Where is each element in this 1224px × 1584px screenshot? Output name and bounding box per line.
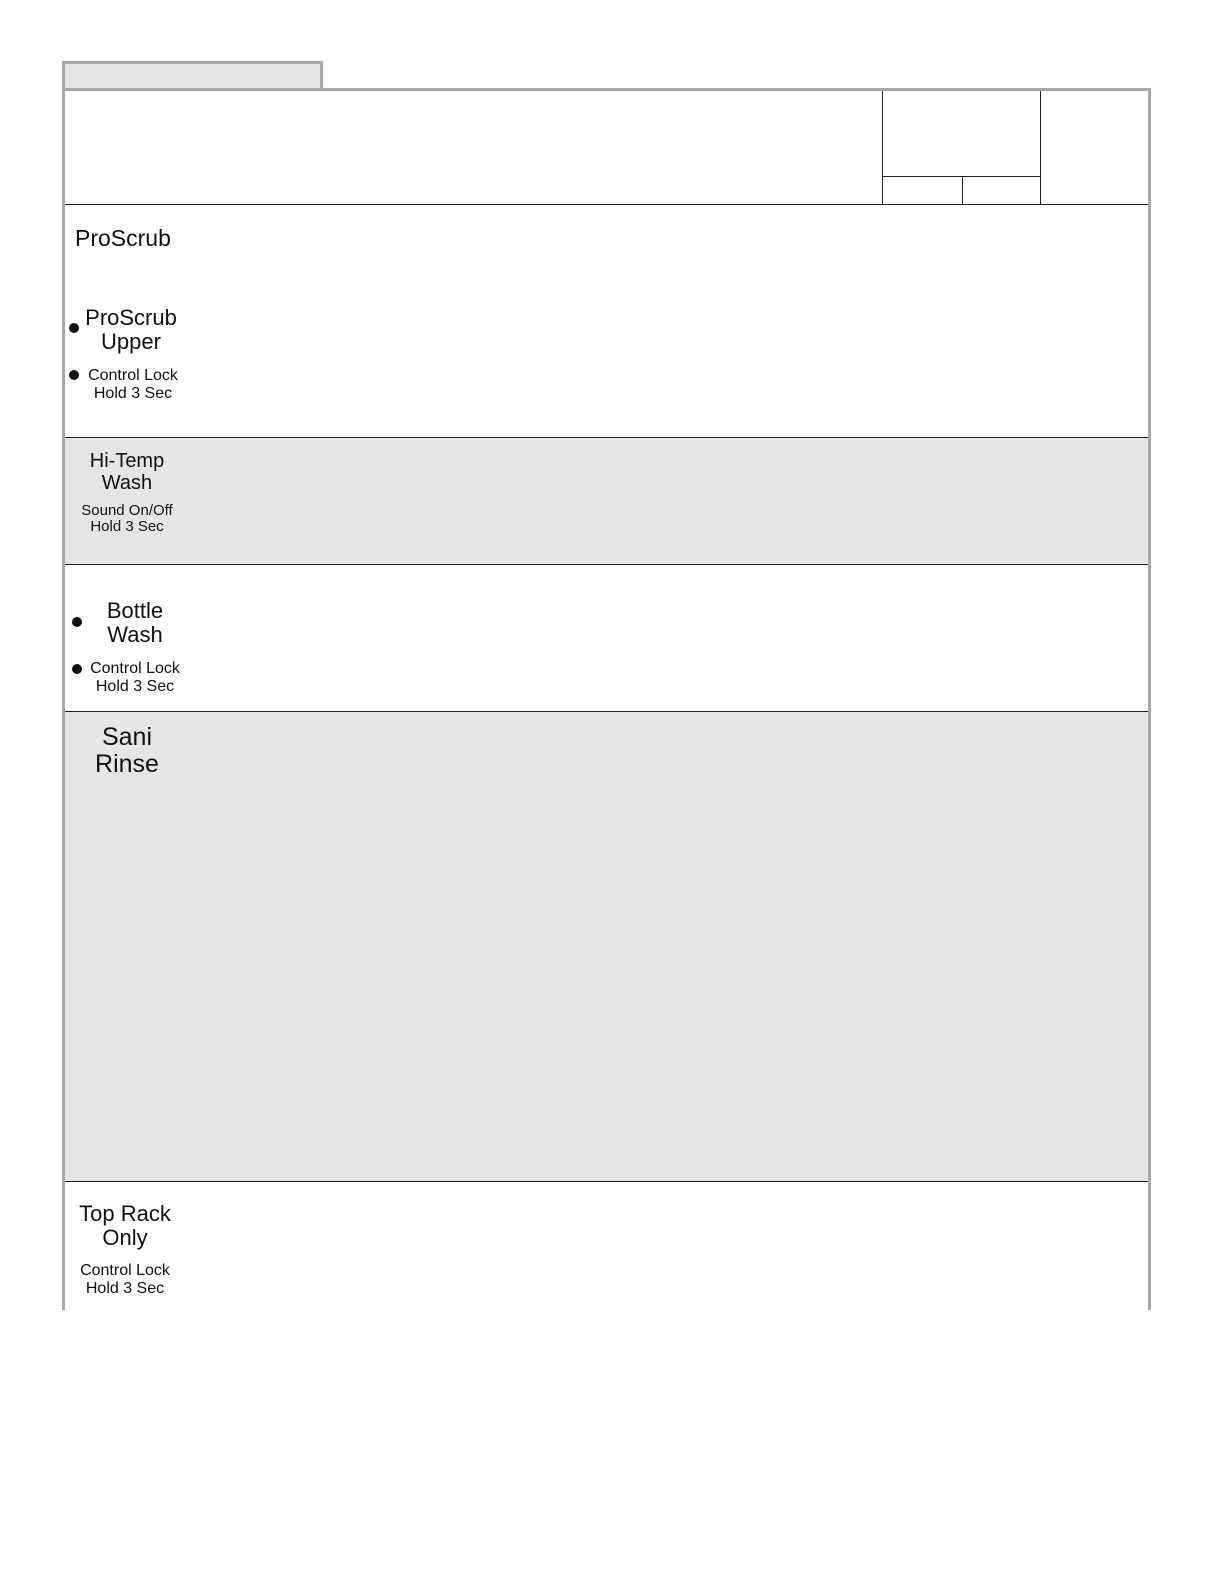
grid-line [962,176,963,205]
row-hi-temp-wash [65,437,1148,564]
sound-note [75,503,179,535]
note-line: Hold 3 Sec [85,1280,165,1297]
option-line: ProScrub [85,305,177,330]
option-proscrub-upper[interactable] [81,306,181,354]
indicator-dot-icon [72,664,82,674]
option-line: Upper [101,329,161,354]
option-line: Wash [107,622,163,647]
row-title: ProScrub [75,225,171,251]
option-line: Sani [101,723,153,751]
option-line: Rinse [95,750,159,778]
note-line: Control Lock [88,367,178,384]
option-bottle-wash[interactable] [85,599,185,647]
option-line: Hi-Temp [89,450,165,472]
option-hi-temp-wash[interactable] [77,450,177,494]
note-line: Hold 3 Sec [90,518,164,535]
grid-line [1040,91,1041,205]
control-lock-note [81,367,185,403]
option-sani-rinse[interactable] [77,724,177,778]
header-tab [62,61,323,88]
grid-line [882,91,883,205]
control-lock-note [83,660,187,696]
note-line: Hold 3 Sec [95,678,175,695]
note-line: Control Lock [80,1262,170,1279]
note-line: Sound On/Off [81,502,173,519]
note-line: Control Lock [90,660,180,677]
indicator-dot-icon [69,323,79,333]
indicator-dot-icon [72,617,82,627]
row-bottle-wash [65,564,1148,711]
row-proscrub [65,204,1148,437]
indicator-dot-icon [69,370,79,380]
option-line: Wash [101,472,153,494]
row-sani-rinse [65,711,1148,1181]
option-top-rack-only[interactable] [75,1202,175,1250]
note-line: Hold 3 Sec [93,385,173,402]
option-line: Top Rack [79,1201,171,1226]
row-top-rack-only [65,1181,1148,1310]
option-line: Bottle [106,598,164,623]
control-lock-note [73,1262,177,1298]
header-grid [882,91,1151,205]
option-line: Only [102,1225,148,1250]
